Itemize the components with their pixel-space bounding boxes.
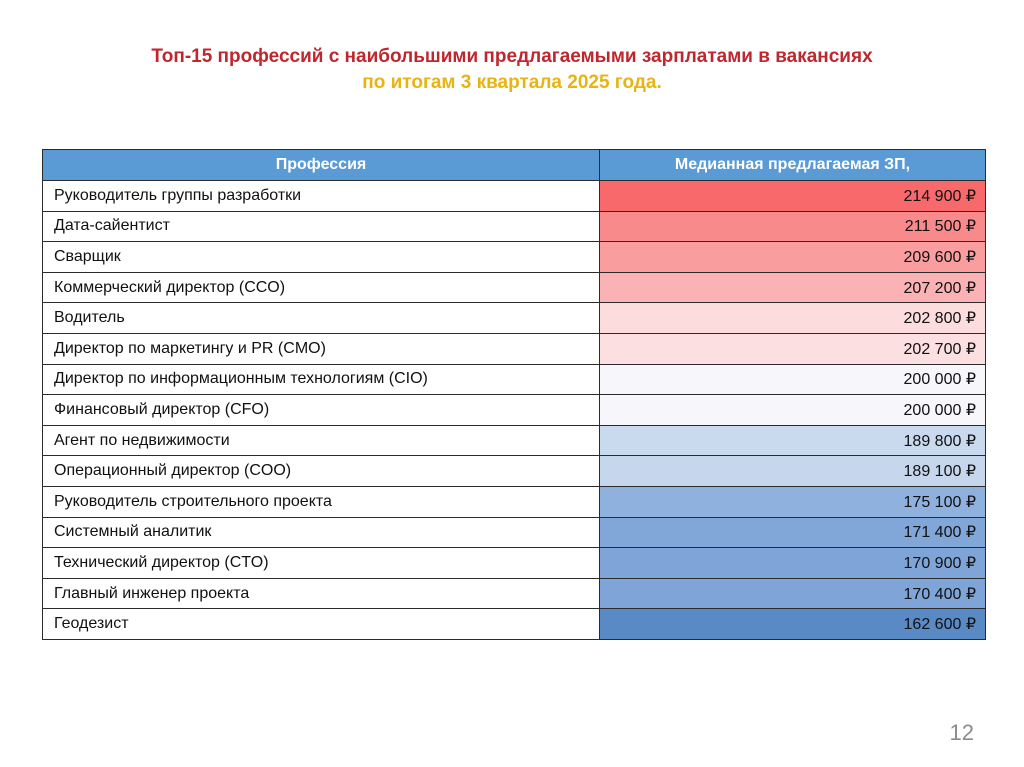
header-profession: Профессия	[43, 150, 600, 181]
profession-cell: Директор по маркетингу и PR (CMO)	[43, 333, 600, 364]
profession-cell: Руководитель группы разработки	[43, 181, 600, 212]
salary-cell: 202 700 ₽	[600, 333, 986, 364]
salary-cell: 211 500 ₽	[600, 211, 986, 242]
salary-cell: 170 900 ₽	[600, 548, 986, 579]
table-row	[43, 242, 986, 273]
table-row	[43, 333, 986, 364]
table-row	[43, 578, 986, 609]
title-line-2: по итогам 3 квартала 2025 года.	[362, 72, 662, 93]
profession-cell: Агент по недвижимости	[43, 425, 600, 456]
salary-cell: 175 100 ₽	[600, 486, 986, 517]
salary-cell: 214 900 ₽	[600, 181, 986, 212]
salary-table	[42, 149, 986, 640]
table-row	[43, 425, 986, 456]
salary-cell: 200 000 ₽	[600, 364, 986, 395]
profession-cell: Операционный директор (COO)	[43, 456, 600, 487]
salary-cell: 171 400 ₽	[600, 517, 986, 548]
profession-cell: Коммерческий директор (CCO)	[43, 272, 600, 303]
salary-cell: 209 600 ₽	[600, 242, 986, 273]
profession-cell: Руководитель строительного проекта	[43, 486, 600, 517]
table-row	[43, 517, 986, 548]
table-header-row	[43, 150, 986, 181]
profession-cell: Директор по информационным технологиям (CIO)	[43, 364, 600, 395]
salary-cell: 189 100 ₽	[600, 456, 986, 487]
table-row	[43, 211, 986, 242]
table-row	[43, 272, 986, 303]
salary-cell: 202 800 ₽	[600, 303, 986, 334]
salary-cell: 189 800 ₽	[600, 425, 986, 456]
profession-cell: Главный инженер проекта	[43, 578, 600, 609]
profession-cell: Сварщик	[43, 242, 600, 273]
slide-title	[0, 44, 1024, 96]
profession-cell: Геодезист	[43, 609, 600, 640]
table-row	[43, 456, 986, 487]
title-line-1: Топ-15 профессий с наибольшими предлагаемыми зарплатами в вакансиях	[151, 46, 873, 67]
table-row	[43, 181, 986, 212]
header-salary: Медианная предлагаемая ЗП,	[600, 150, 986, 181]
table-body	[43, 181, 986, 640]
table-row	[43, 364, 986, 395]
table-row	[43, 303, 986, 334]
table-row	[43, 609, 986, 640]
salary-cell: 170 400 ₽	[600, 578, 986, 609]
table-row	[43, 486, 986, 517]
table-row	[43, 395, 986, 426]
table-row	[43, 548, 986, 579]
profession-cell: Дата-сайентист	[43, 211, 600, 242]
profession-cell: Водитель	[43, 303, 600, 334]
slide-number: 12	[949, 720, 974, 745]
profession-cell: Технический директор (CTO)	[43, 548, 600, 579]
profession-cell: Системный аналитик	[43, 517, 600, 548]
profession-cell: Финансовый директор (CFO)	[43, 395, 600, 426]
salary-cell: 162 600 ₽	[600, 609, 986, 640]
salary-cell: 200 000 ₽	[600, 395, 986, 426]
salary-cell: 207 200 ₽	[600, 272, 986, 303]
